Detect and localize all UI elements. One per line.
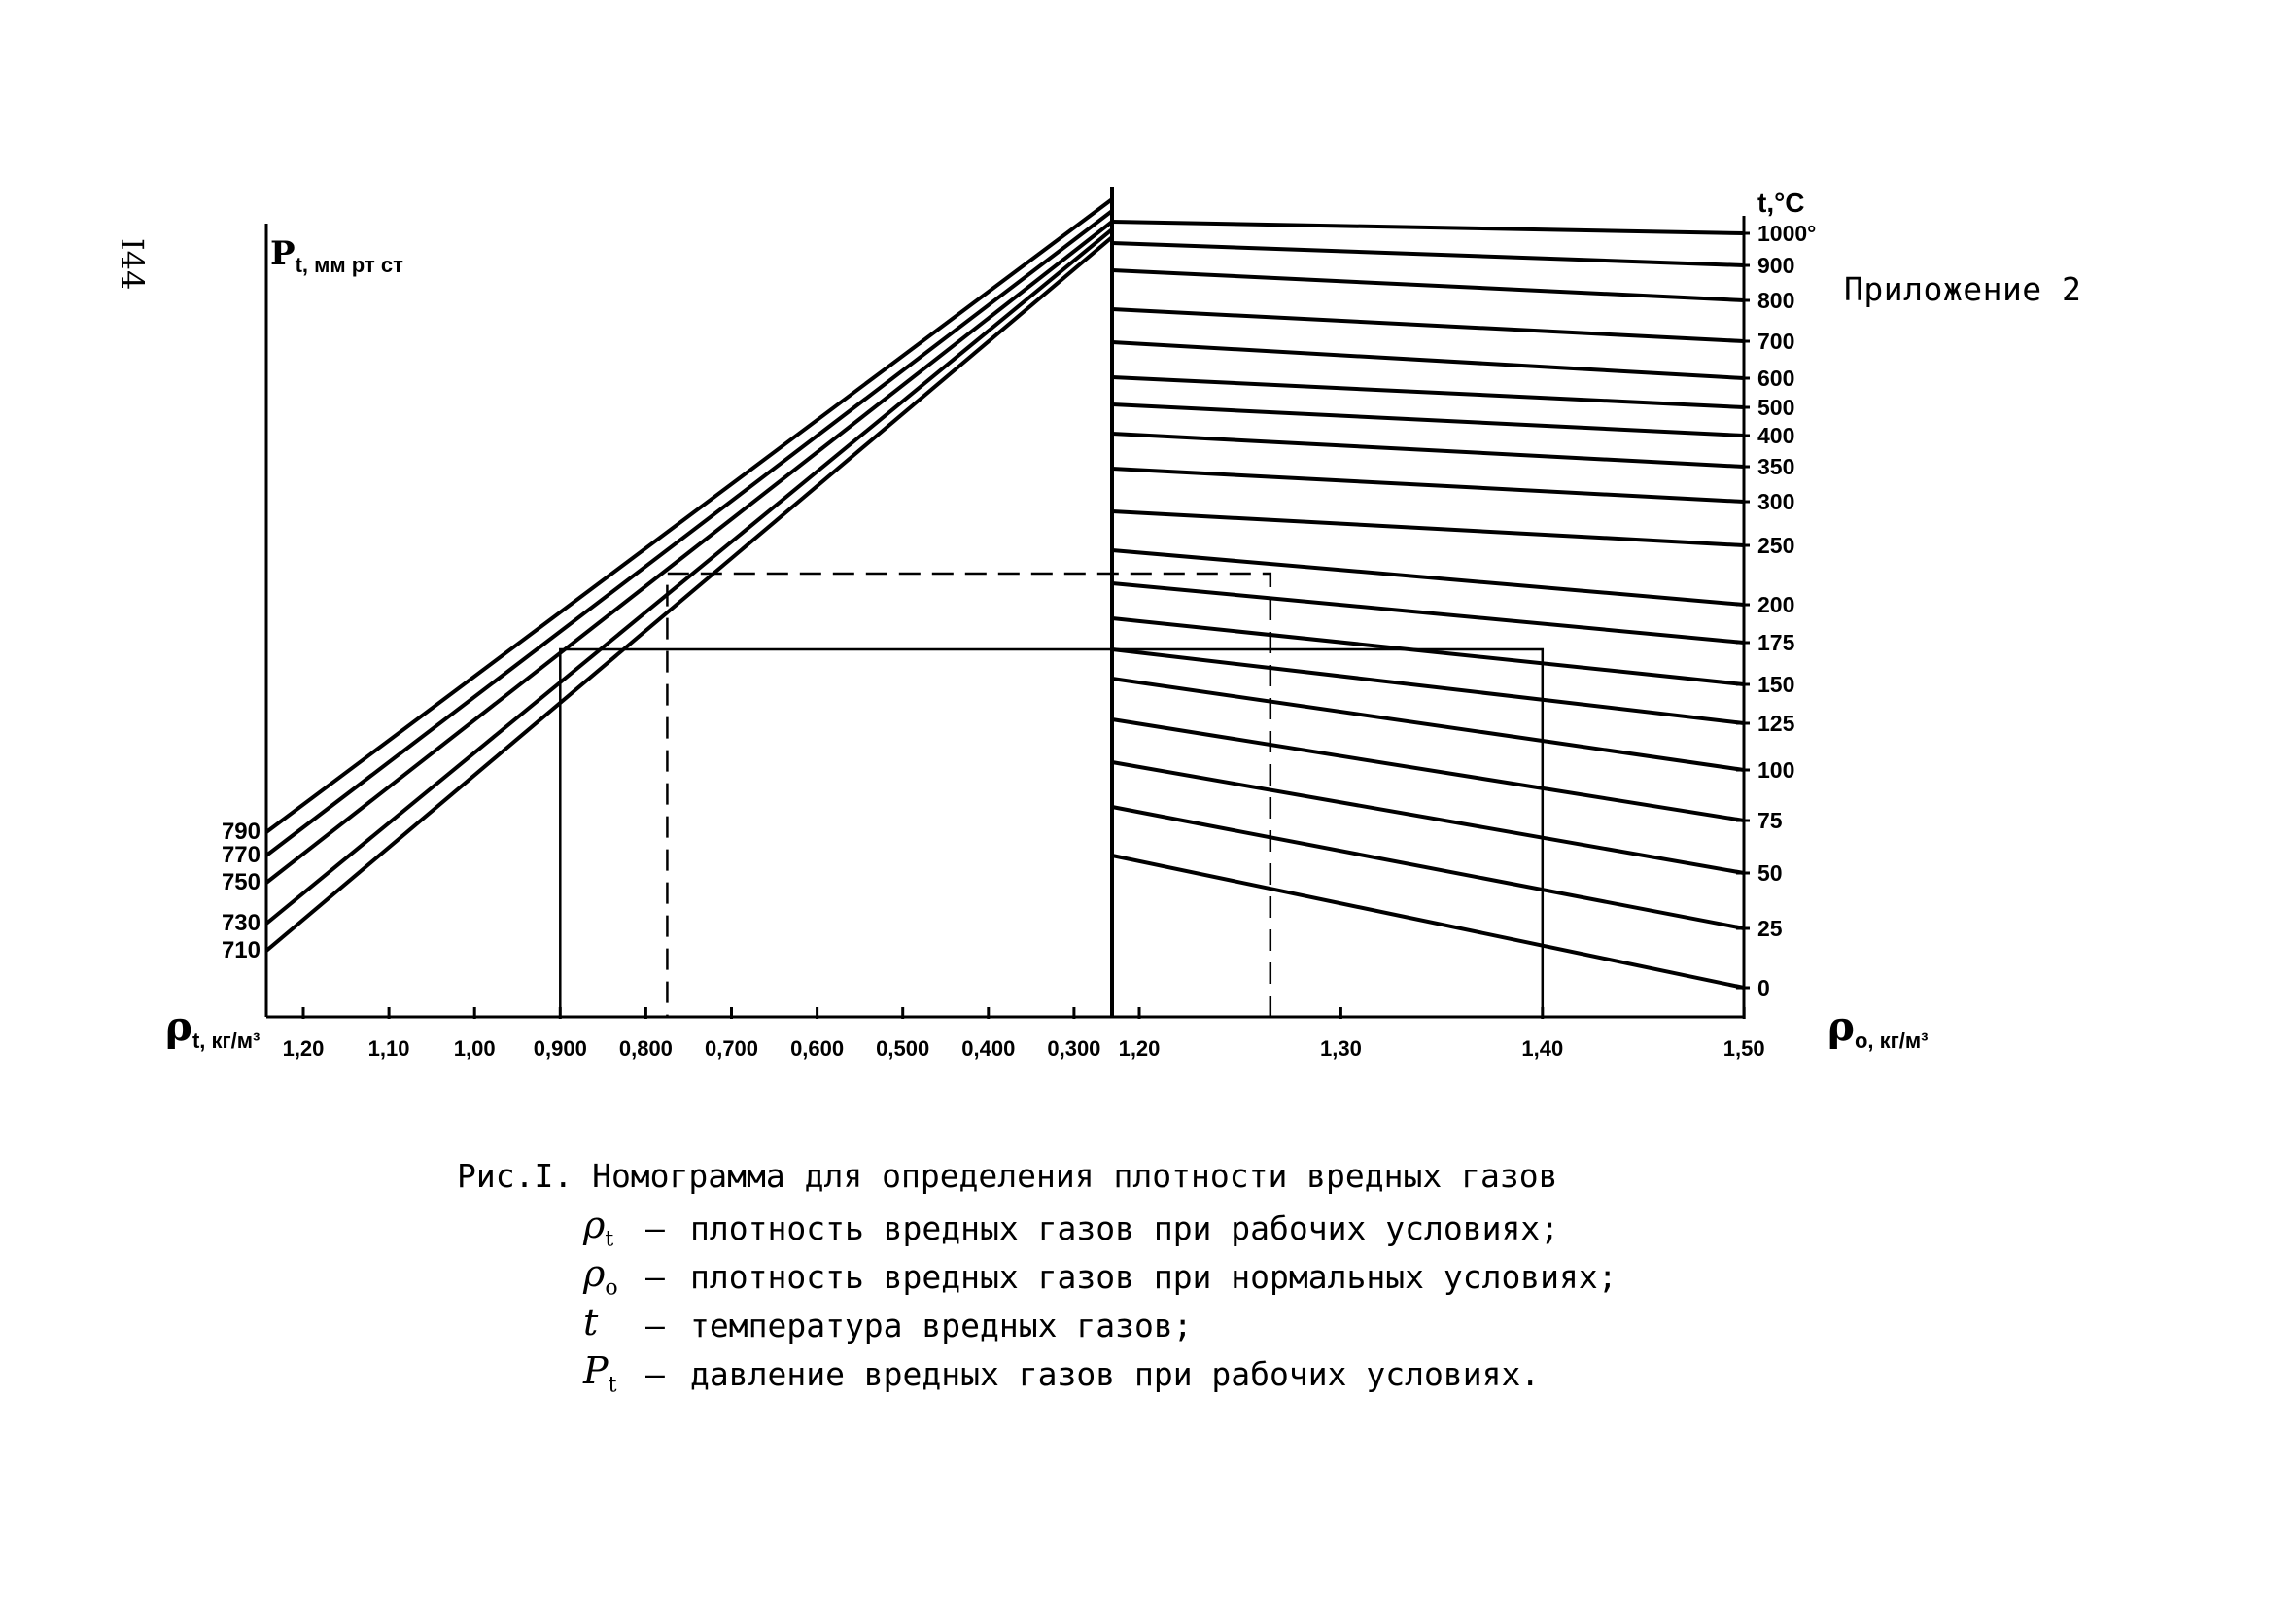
temperature-tick-label: 500 — [1757, 395, 1795, 420]
legend-symbol: t — [583, 1301, 599, 1345]
pressure-line — [266, 211, 1112, 856]
left-x-tick-label: 0,300 — [1047, 1036, 1101, 1061]
temperature-line — [1112, 807, 1744, 928]
temperature-line — [1112, 583, 1744, 643]
temperature-line — [1112, 270, 1744, 300]
pressure-lines — [266, 199, 1112, 951]
temperature-tick-label: 1000° — [1757, 221, 1817, 246]
figure-caption: Рис.I. Номограмма для определения плотности вредных газов — [457, 1157, 1558, 1195]
legend-text: температура вредных газов; — [690, 1306, 1193, 1345]
pressure-line — [266, 199, 1112, 832]
page-number: I44 — [114, 238, 151, 291]
pressure-tick-label: 750 — [221, 869, 261, 895]
pressure-tick-label: 730 — [221, 910, 261, 936]
temperature-tick-label: 700 — [1757, 329, 1795, 354]
temperature-line — [1112, 511, 1744, 545]
temperature-tick-label: 75 — [1757, 808, 1783, 833]
legend-symbol: $\rho_t$ — [583, 1204, 614, 1252]
temperature-tick-label: 600 — [1757, 366, 1795, 391]
left-x-tick-label: 1,20 — [282, 1036, 325, 1061]
example-solid-path — [560, 649, 1543, 1017]
temperature-line — [1112, 649, 1744, 723]
example-dashed-path — [667, 574, 1270, 1017]
legend-text: давление вредных газов при рабочих условиях. — [690, 1354, 1541, 1393]
legend-row — [583, 1349, 1618, 1398]
legend-text: плотность вредных газов при нормальных условиях; — [690, 1257, 1618, 1296]
temperature-tick-label: 400 — [1757, 423, 1795, 448]
left-x-tick-label: 0,400 — [961, 1036, 1016, 1061]
temperature-line — [1112, 719, 1744, 821]
example-paths — [560, 574, 1543, 1017]
right-x-tick-label: 1,30 — [1319, 1036, 1362, 1061]
temperature-tick-label: 0 — [1757, 975, 1770, 1000]
temperature-tick-label: 100 — [1757, 757, 1795, 783]
temperature-line — [1112, 550, 1744, 605]
temperature-tick-label: 350 — [1757, 454, 1795, 479]
temperature-tick-label: 250 — [1757, 533, 1795, 558]
temperature-lines — [1112, 222, 1744, 988]
pressure-tick-label: 710 — [221, 937, 261, 963]
right-x-axis-label: ρo, кг/м³ — [1827, 1002, 1929, 1053]
right-x-tick-label: 1,20 — [1118, 1036, 1161, 1061]
legend-dash: – — [645, 1306, 665, 1345]
temperature-line — [1112, 342, 1744, 378]
temperature-line — [1112, 679, 1744, 770]
legend-row — [583, 1301, 1618, 1349]
temperature-tick-label: 800 — [1757, 288, 1795, 313]
legend-row — [583, 1252, 1618, 1301]
left-x-tick-label: 0,500 — [876, 1036, 930, 1061]
temperature-line — [1112, 309, 1744, 341]
pressure-line — [266, 229, 1112, 924]
pressure-tick-label: 790 — [221, 819, 261, 845]
appendix-label: Приложение 2 — [1844, 270, 2082, 308]
temperature-tick-label: 900 — [1757, 253, 1795, 278]
legend — [583, 1204, 1618, 1398]
tick-labels — [222, 221, 1816, 1061]
temperature-tick-label: 125 — [1757, 711, 1795, 736]
temperature-tick-label: 25 — [1757, 916, 1783, 941]
legend-dash: – — [645, 1354, 665, 1393]
left-x-tick-label: 1,00 — [453, 1036, 496, 1061]
temperature-line — [1112, 856, 1744, 988]
temperature-line — [1112, 404, 1744, 436]
legend-dash: – — [645, 1208, 665, 1247]
legend-text: плотность вредных газов при рабочих условиях; — [690, 1208, 1560, 1247]
legend-symbol: $P_t$ — [583, 1349, 617, 1398]
axis-labels — [165, 188, 1929, 1053]
legend-dash: – — [645, 1257, 665, 1296]
left-x-tick-label: 0,600 — [790, 1036, 845, 1061]
left-y-axis-label: $P_t$, мм рт ст — [270, 234, 403, 277]
temperature-tick-label: 175 — [1757, 630, 1795, 655]
legend-row — [583, 1204, 1618, 1252]
temperature-line — [1112, 434, 1744, 467]
temperature-line — [1112, 243, 1744, 265]
temperature-line — [1112, 377, 1744, 407]
left-x-tick-label: 1,10 — [367, 1036, 410, 1061]
pressure-line — [266, 222, 1112, 883]
left-x-tick-label: 0,800 — [618, 1036, 673, 1061]
temperature-line — [1112, 222, 1744, 233]
temperature-line — [1112, 618, 1744, 684]
left-x-axis-label: ρt, кг/м³ — [165, 1002, 261, 1053]
right-y-axis-label: t,°C — [1757, 188, 1805, 218]
chart-frame — [266, 187, 1744, 1017]
pressure-tick-label: 770 — [221, 842, 261, 868]
temperature-tick-label: 50 — [1757, 860, 1783, 886]
right-x-tick-label: 1,50 — [1722, 1036, 1765, 1061]
pressure-line — [266, 237, 1112, 951]
left-x-tick-label: 0,900 — [533, 1036, 587, 1061]
legend-symbol: $\rho_o$ — [583, 1252, 618, 1301]
temperature-tick-label: 200 — [1757, 592, 1795, 617]
left-x-tick-label: 0,700 — [704, 1036, 759, 1061]
right-x-tick-label: 1,40 — [1521, 1036, 1564, 1061]
temperature-tick-label: 150 — [1757, 672, 1795, 697]
temperature-line — [1112, 762, 1744, 873]
temperature-tick-label: 300 — [1757, 489, 1795, 514]
temperature-line — [1112, 469, 1744, 502]
